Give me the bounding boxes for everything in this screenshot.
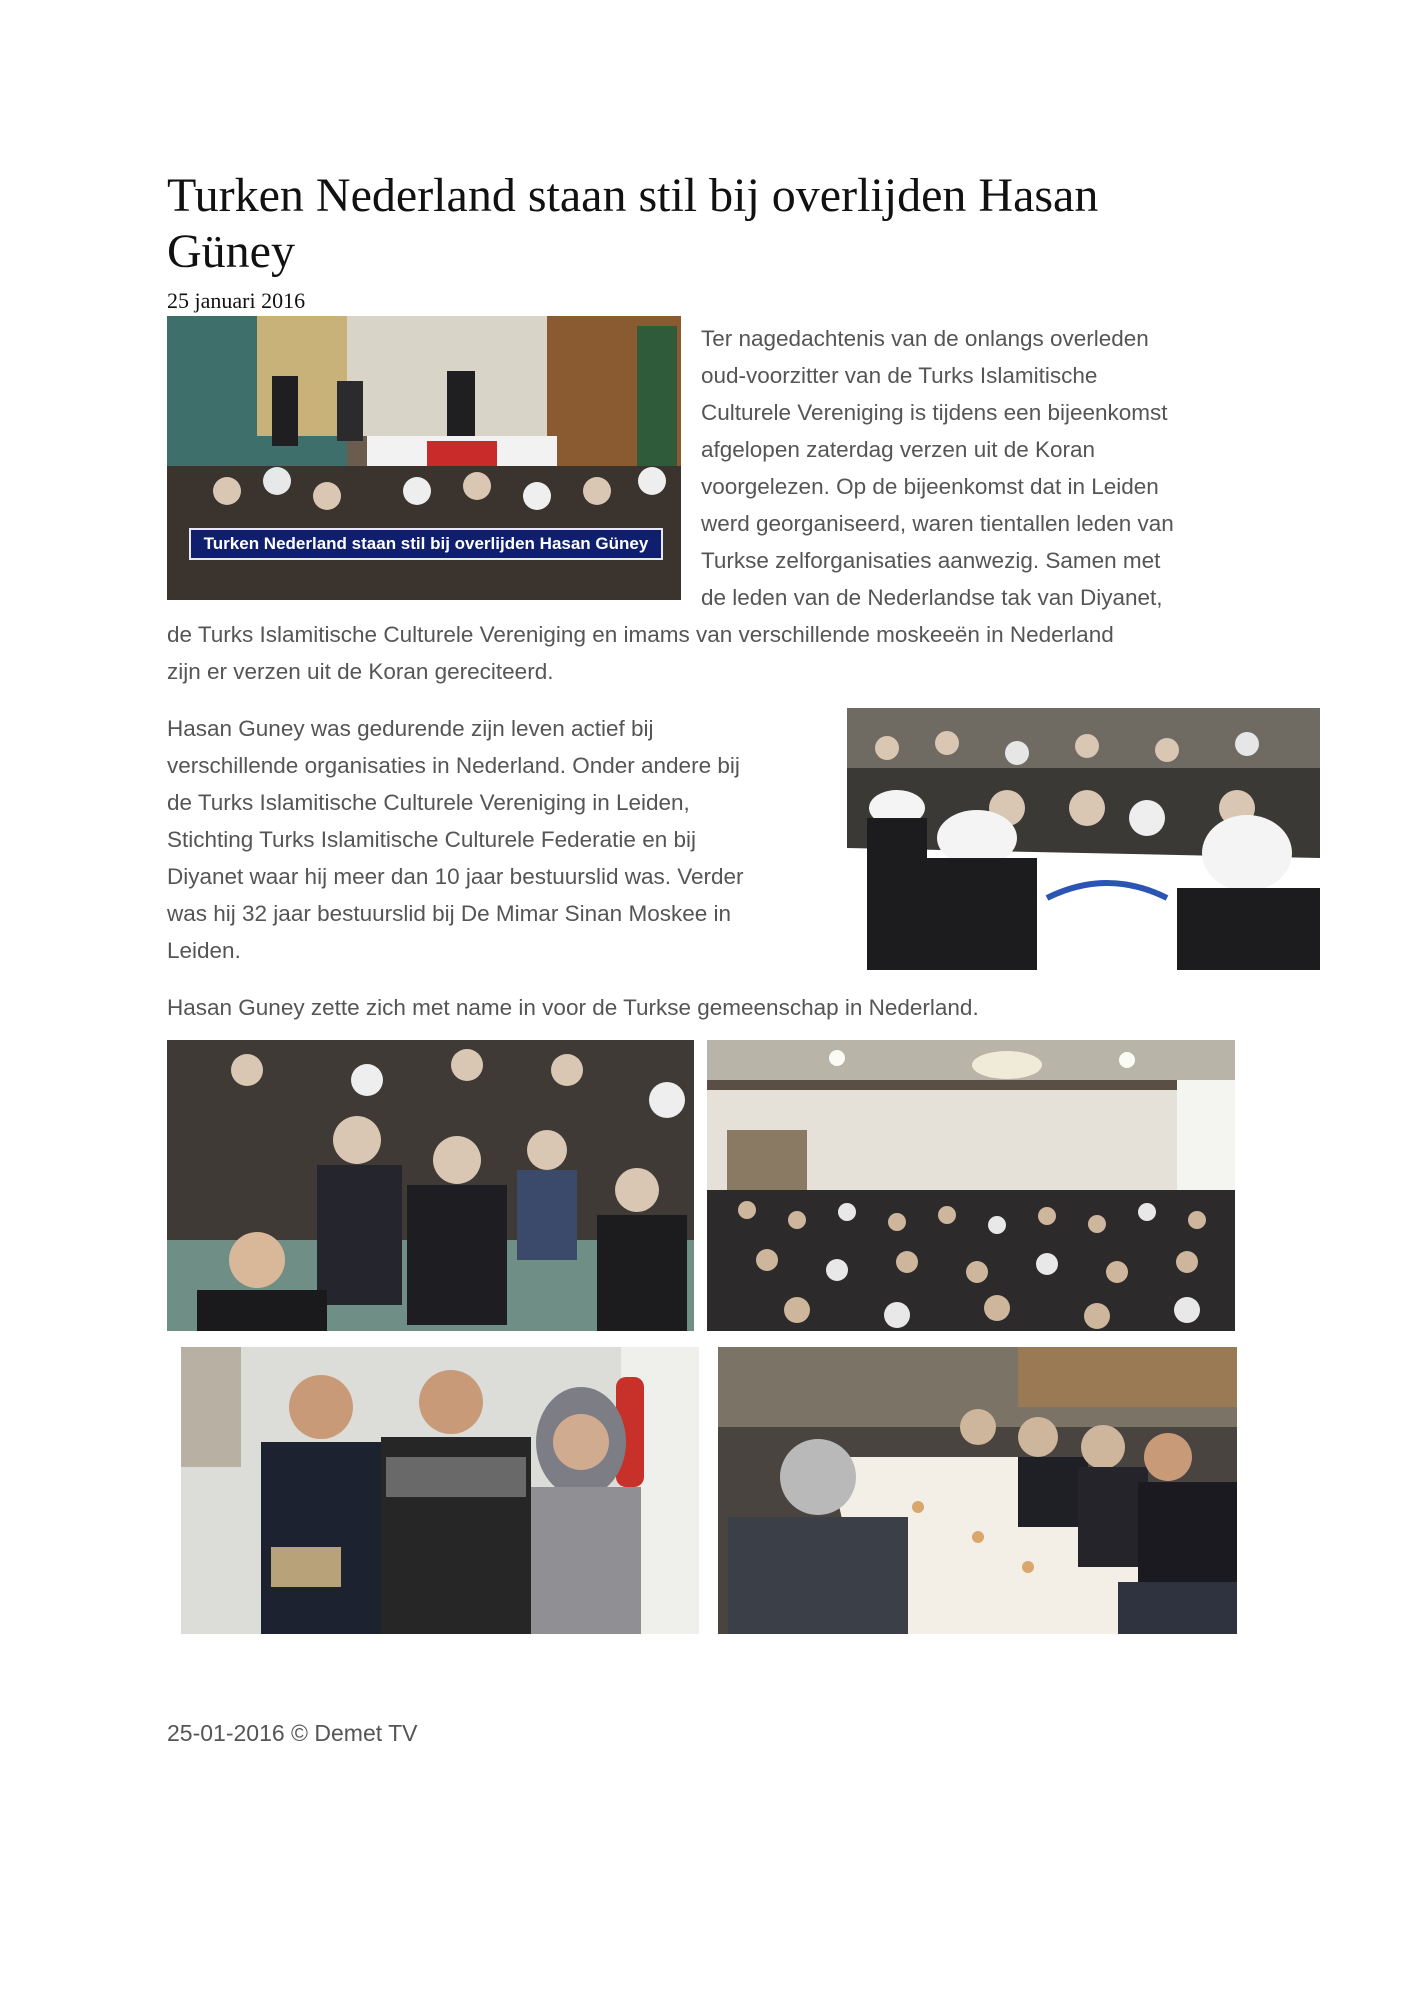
text-line: Hasan Guney was gedurende zijn leven actief bij (167, 716, 654, 741)
text-line: Ter nagedachtenis van de onlangs overleden (701, 326, 1149, 351)
closing-paragraph: Hasan Guney zette zich met name in voor de Turkse gemeenschap in Nederland. (167, 995, 979, 1020)
photo-dinner-table (718, 1347, 1237, 1634)
article-title: Turken Nederland staan stil bij overlijden Hasan Güney (167, 169, 1099, 278)
text-line: werd georganiseerd, waren tientallen leden van (701, 511, 1174, 536)
photo-banner: Turken Nederland staan stil bij overlijden Hasan Güney (189, 528, 663, 560)
text-line: oud-voorzitter van de Turks Islamitische (701, 363, 1098, 388)
text-line: voorgelezen. Op de bijeenkomst dat in Leiden (701, 474, 1159, 499)
text-line: was hij 32 jaar bestuurslid bij De Mimar Sinan Moskee in (167, 901, 731, 926)
text-line: de Turks Islamitische Culturele Vereniging in Leiden, (167, 790, 690, 815)
text-line: de leden van de Nederlandse tak van Diyanet, (701, 585, 1163, 610)
text-line: Diyanet waar hij meer dan 10 jaar bestuurslid was. Verder (167, 864, 744, 889)
text-line: afgelopen zaterdag verzen uit de Koran (701, 437, 1096, 462)
text-line: verschillende organisaties in Nederland. Onder andere bij (167, 753, 740, 778)
intro-paragraph-continued (167, 616, 1267, 690)
text-line: Leiden. (167, 938, 241, 963)
photo-three-people (181, 1347, 699, 1634)
text-line: Turkse zelforganisaties aanwezig. Samen met (701, 548, 1161, 573)
footer-credit: 25-01-2016 © Demet TV (167, 1720, 418, 1746)
photo-seated-men (167, 1040, 694, 1331)
text-line: Culturele Vereniging is tijdens een bijeenkomst (701, 400, 1168, 425)
article-date: 25 januari 2016 (167, 288, 306, 313)
intro-paragraph (701, 320, 1261, 616)
text-line: Stichting Turks Islamitische Culturele Federatie en bij (167, 827, 696, 852)
bio-paragraph (167, 710, 817, 969)
text-line: de Turks Islamitische Culturele Vereniging en imams van verschillende moskeeën in Nederland (167, 622, 1114, 647)
photo-hall-audience (707, 1040, 1235, 1331)
photo-table-guests (847, 708, 1320, 970)
text-line: zijn er verzen uit de Koran gereciteerd. (167, 659, 554, 684)
photo-mosque-speaker (167, 316, 681, 600)
